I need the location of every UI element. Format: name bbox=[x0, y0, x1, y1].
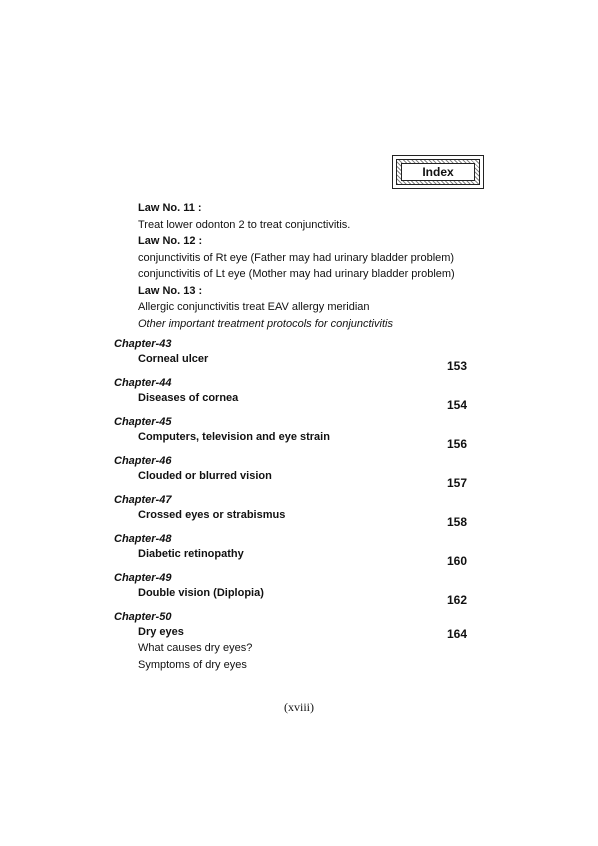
chapter-page-number: 157 bbox=[446, 476, 467, 490]
law-heading: Law No. 13 : bbox=[138, 284, 203, 297]
chapter-subtopic: What causes dry eyes? bbox=[138, 642, 253, 654]
law-text: Other important treatment protocols for conjunctivitis bbox=[138, 317, 393, 330]
law-list bbox=[138, 200, 478, 332]
chapter-label: Chapter-43 bbox=[114, 338, 172, 350]
chapter-label: Chapter-46 bbox=[114, 455, 172, 467]
chapter-title: Clouded or blurred vision bbox=[138, 470, 272, 482]
chapter-page-number: 154 bbox=[446, 398, 467, 412]
chapter-page-number: 156 bbox=[446, 437, 467, 451]
index-heading-box bbox=[392, 155, 484, 189]
chapter-title: Crossed eyes or strabismus bbox=[138, 509, 286, 521]
law-text: conjunctivitis of Lt eye (Mother may had urinary bladder problem) bbox=[138, 268, 455, 280]
chapter-entry bbox=[114, 337, 474, 373]
law-heading: Law No. 11 : bbox=[138, 202, 202, 214]
law-heading: Law No. 12 : bbox=[138, 235, 203, 247]
chapter-label: Chapter-49 bbox=[114, 572, 172, 584]
chapter-title: Diabetic retinopathy bbox=[138, 548, 244, 560]
chapter-entry bbox=[114, 415, 474, 451]
chapter-label: Chapter-44 bbox=[114, 377, 172, 389]
chapter-entry bbox=[114, 376, 474, 412]
chapter-label: Chapter-45 bbox=[114, 416, 172, 428]
chapter-entry bbox=[114, 493, 474, 529]
chapter-title: Computers, television and eye strain bbox=[138, 431, 330, 443]
chapter-label: Chapter-50 bbox=[114, 611, 172, 623]
index-heading: Index bbox=[401, 163, 475, 181]
chapter-entry bbox=[114, 532, 474, 568]
chapter-entry bbox=[114, 610, 474, 674]
index-box-hatched-frame bbox=[396, 159, 480, 185]
chapter-page-number: 162 bbox=[446, 593, 467, 607]
chapter-entry bbox=[114, 454, 474, 490]
chapter-title: Diseases of cornea bbox=[138, 392, 239, 404]
chapter-list bbox=[114, 337, 474, 683]
chapter-page-number: 158 bbox=[446, 515, 467, 529]
law-text: Allergic conjunctivitis treat EAV allergy meridian bbox=[138, 301, 370, 313]
chapter-page-number: 153 bbox=[446, 359, 467, 373]
law-text: Treat lower odonton 2 to treat conjunctivitis. bbox=[138, 218, 351, 231]
chapter-title: Double vision (Diplopia) bbox=[138, 587, 264, 599]
chapter-page-number: 160 bbox=[446, 554, 467, 568]
chapter-title: Corneal ulcer bbox=[138, 353, 209, 365]
chapter-title: Dry eyes bbox=[138, 626, 184, 638]
chapter-label: Chapter-48 bbox=[114, 533, 172, 545]
page-number: (xviii) bbox=[284, 700, 314, 714]
chapter-subtopic: Symptoms of dry eyes bbox=[138, 659, 247, 671]
chapter-page-number: 164 bbox=[446, 627, 467, 641]
chapter-entry bbox=[114, 571, 474, 607]
chapter-label: Chapter-47 bbox=[114, 494, 172, 506]
law-text: conjunctivitis of Rt eye (Father may had urinary bladder problem) bbox=[138, 251, 455, 264]
